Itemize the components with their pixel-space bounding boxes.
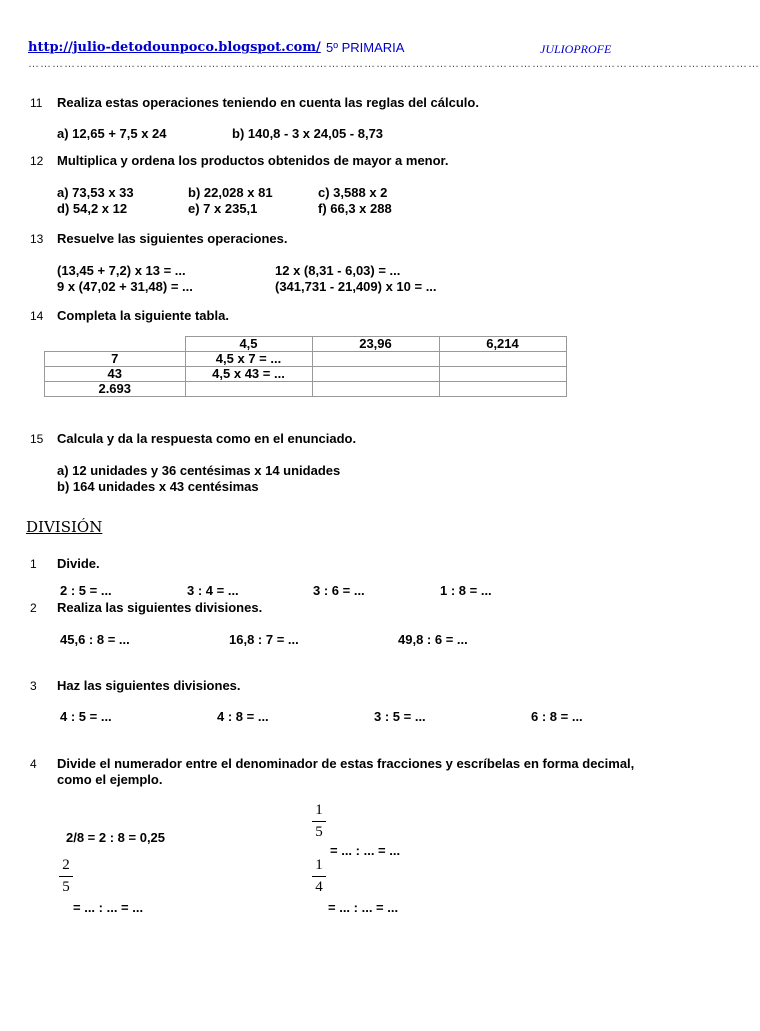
fraction-denominator: 4 xyxy=(315,879,323,895)
table-cell[interactable] xyxy=(439,367,566,382)
table-cell[interactable] xyxy=(439,352,566,367)
table-cell: 4,5 x 43 = ... xyxy=(185,367,312,382)
fraction-bar xyxy=(59,876,73,877)
table-cell: 43 xyxy=(45,367,186,382)
operation: 4 : 8 = ... xyxy=(217,709,269,724)
operation: 2 : 5 = ... xyxy=(60,583,112,598)
table-row xyxy=(45,382,567,397)
exercise-statement: Resuelve las siguientes operaciones. xyxy=(57,231,288,246)
answer-blank[interactable]: = ... : ... = ... xyxy=(328,900,399,915)
operation: a) 12 unidades y 36 centésimas x 14 unidades xyxy=(57,463,341,478)
table-cell: 4,5 x 7 = ... xyxy=(185,352,312,367)
operation: b) 22,028 x 81 xyxy=(188,185,273,200)
exercise-statement: Divide el numerador entre el denominador de estas fracciones y escríbelas en forma decimal, xyxy=(57,756,635,771)
operation: f) 66,3 x 288 xyxy=(318,201,392,216)
operation: b) 140,8 - 3 x 24,05 - 8,73 xyxy=(232,126,384,141)
table-header-row xyxy=(45,337,567,352)
exercise-number: 4 xyxy=(30,757,37,771)
operation: a) 12,65 + 7,5 x 24 xyxy=(57,126,167,141)
operation: d) 54,2 x 12 xyxy=(57,201,128,216)
answer-blank[interactable]: = ... : ... = ... xyxy=(330,843,401,858)
exercise-statement: Realiza las siguientes divisiones. xyxy=(57,600,263,615)
operation: e) 7 x 235,1 xyxy=(188,201,258,216)
fraction-numerator: 2 xyxy=(62,857,70,873)
operation: 3 : 5 = ... xyxy=(374,709,426,724)
fraction-denominator: 5 xyxy=(315,824,323,840)
exercise-number: 13 xyxy=(30,232,44,246)
exercise-statement: Completa la siguiente tabla. xyxy=(57,308,229,323)
operation: 45,6 : 8 = ... xyxy=(60,632,130,647)
table-cell[interactable] xyxy=(185,382,312,397)
fraction xyxy=(312,857,326,896)
table-cell xyxy=(45,337,186,352)
table-cell[interactable] xyxy=(312,352,439,367)
table-row xyxy=(45,367,567,382)
fraction-denominator: 5 xyxy=(62,879,70,895)
operation: b) 164 unidades x 43 centésimas xyxy=(57,479,259,494)
operation: a) 73,53 x 33 xyxy=(57,185,134,200)
table-cell: 7 xyxy=(45,352,186,367)
exercise-statement-cont: como el ejemplo. xyxy=(57,772,163,787)
operation: 3 : 6 = ... xyxy=(313,583,365,598)
operation: 9 x (47,02 + 31,48) = ... xyxy=(57,279,193,294)
table-cell: 2.693 xyxy=(45,382,186,397)
operation: (341,731 - 21,409) x 10 = ... xyxy=(275,279,437,294)
dotted-separator: ………………………………………………………………………………………………………………………………………………………………… xyxy=(28,58,760,70)
multiplication-table xyxy=(44,336,567,397)
exercise-number: 14 xyxy=(30,309,44,323)
table-header-cell: 23,96 xyxy=(312,337,439,352)
exercise-statement: Multiplica y ordena los productos obtenidos de mayor a menor. xyxy=(57,153,449,168)
fraction-bar xyxy=(312,876,326,877)
author-label: JULIOPROFE xyxy=(540,42,612,56)
table-cell[interactable] xyxy=(312,367,439,382)
fraction-bar xyxy=(312,821,326,822)
operation: 4 : 5 = ... xyxy=(60,709,112,724)
exercise-statement: Divide. xyxy=(57,556,100,571)
operation: c) 3,588 x 2 xyxy=(318,185,388,200)
table-header-cell: 6,214 xyxy=(439,337,566,352)
table-cell[interactable] xyxy=(312,382,439,397)
table-header-cell: 4,5 xyxy=(185,337,312,352)
exercise-statement: Haz las siguientes divisiones. xyxy=(57,678,241,693)
exercise-number: 1 xyxy=(30,557,37,571)
exercise-statement: Realiza estas operaciones teniendo en cuenta las reglas del cálculo. xyxy=(57,95,479,110)
operation: 6 : 8 = ... xyxy=(531,709,583,724)
exercise-number: 15 xyxy=(30,432,44,446)
grade-label: 5º PRIMARIA xyxy=(326,40,405,55)
operation: (13,45 + 7,2) x 13 = ... xyxy=(57,263,186,278)
table-row xyxy=(45,352,567,367)
example-answer: 2/8 = 2 : 8 = 0,25 xyxy=(66,830,166,845)
section-title: DIVISIÓN xyxy=(26,518,103,536)
exercise-number: 3 xyxy=(30,679,37,693)
exercise-number: 12 xyxy=(30,154,44,168)
fraction-numerator: 1 xyxy=(315,857,323,873)
operation: 12 x (8,31 - 6,03) = ... xyxy=(275,263,401,278)
operation: 49,8 : 6 = ... xyxy=(398,632,468,647)
table-cell[interactable] xyxy=(439,382,566,397)
operation: 16,8 : 7 = ... xyxy=(229,632,299,647)
exercise-number: 11 xyxy=(30,96,43,110)
fraction xyxy=(312,802,326,841)
answer-blank[interactable]: = ... : ... = ... xyxy=(73,900,144,915)
fraction-numerator: 1 xyxy=(315,802,323,818)
operation: 1 : 8 = ... xyxy=(440,583,492,598)
fraction xyxy=(59,857,73,896)
exercise-statement: Calcula y da la respuesta como en el enunciado. xyxy=(57,431,357,446)
operation: 3 : 4 = ... xyxy=(187,583,239,598)
exercise-number: 2 xyxy=(30,601,37,615)
blog-link[interactable]: http://julio-detodounpoco.blogspot.com/ xyxy=(28,40,321,55)
